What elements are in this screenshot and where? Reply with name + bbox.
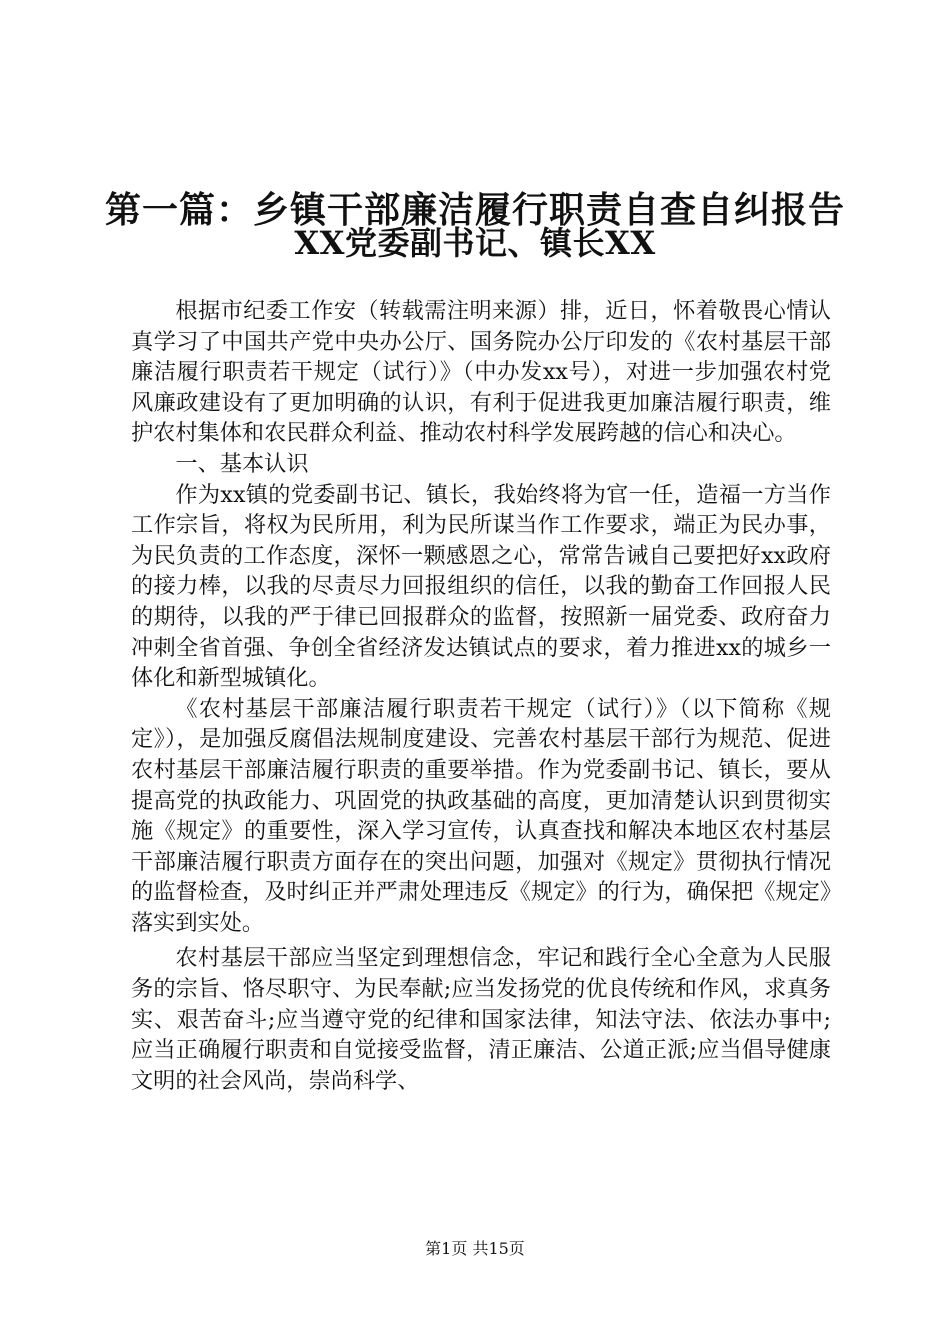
document-subtitle: XX党委副书记、镇长XX — [294, 224, 656, 262]
body-paragraph: 农村基层干部应当坚定到理想信念，牢记和践行全心全意为人民服务的宗旨、恪尽职守、为民奉献;应当发扬党的优良传统和作风，求真务实、艰苦奋斗;应当遵守党的纪律和国家法律，知法守法、依法办事中;应当正确履行职责和自觉接受监督，清正廉洁、公道正派;应当倡导健康文明的社会风尚，崇尚科学、 — [131, 945, 831, 1094]
body-paragraph: 根据市纪委工作安（转载需注明来源）排，近日，怀着敬畏心情认真学习了中国共产党中央办公厅、国务院办公厅印发的《农村基层干部廉洁履行职责若干规定（试行）》（中办发xx号），对进一步加强农村党风廉政建设有了更加明确的认识，有利于促进我更加廉洁履行职责，维护农村集体和农民群众利益、推动农村科学发展跨越的信心和决心。 — [131, 298, 831, 447]
section-heading: 一、基本认识 — [175, 450, 309, 477]
body-paragraph: 《农村基层干部廉洁履行职责若干规定（试行）》（以下简称《规定》），是加强反腐倡法规制度建设、完善农村基层干部行为规范、促进农村基层干部廉洁履行职责的重要举措。作为党委副书记、镇长，要从提高党的执政能力、巩固党的执政基础的高度，更加清楚认识到贯彻实施《规定》的重要性，深入学习宣传，认真查找和解决本地区农村基层干部廉洁履行职责方面存在的突出问题，加强对《规定》贯彻执行情况的监督检查，及时纠正并严肃处理违反《规定》的行为，确保把《规定》落实到实处。 — [131, 695, 831, 936]
body-paragraph: 作为xx镇的党委副书记、镇长，我始终将为官一任，造福一方当作工作宗旨，将权为民所用，利为民所谋当作工作要求，端正为民办事，为民负责的工作态度，深怀一颗感恩之心，常常告诫自己要把好xx政府的接力棒，以我的尽责尽力回报组织的信任，以我的勤奋工作回报人民的期待，以我的严于律已回报群众的监督，按照新一届党委、政府奋力冲刺全省首强、争创全省经济发达镇试点的要求，着力推进xx的城乡一体化和新型城镇化。 — [131, 481, 831, 692]
document-title: 第一篇：乡镇干部廉洁履行职责自查自纠报告 — [104, 189, 845, 231]
page-footer: 第1页 共15页 — [425, 1239, 525, 1258]
document-body — [131, 296, 831, 1096]
